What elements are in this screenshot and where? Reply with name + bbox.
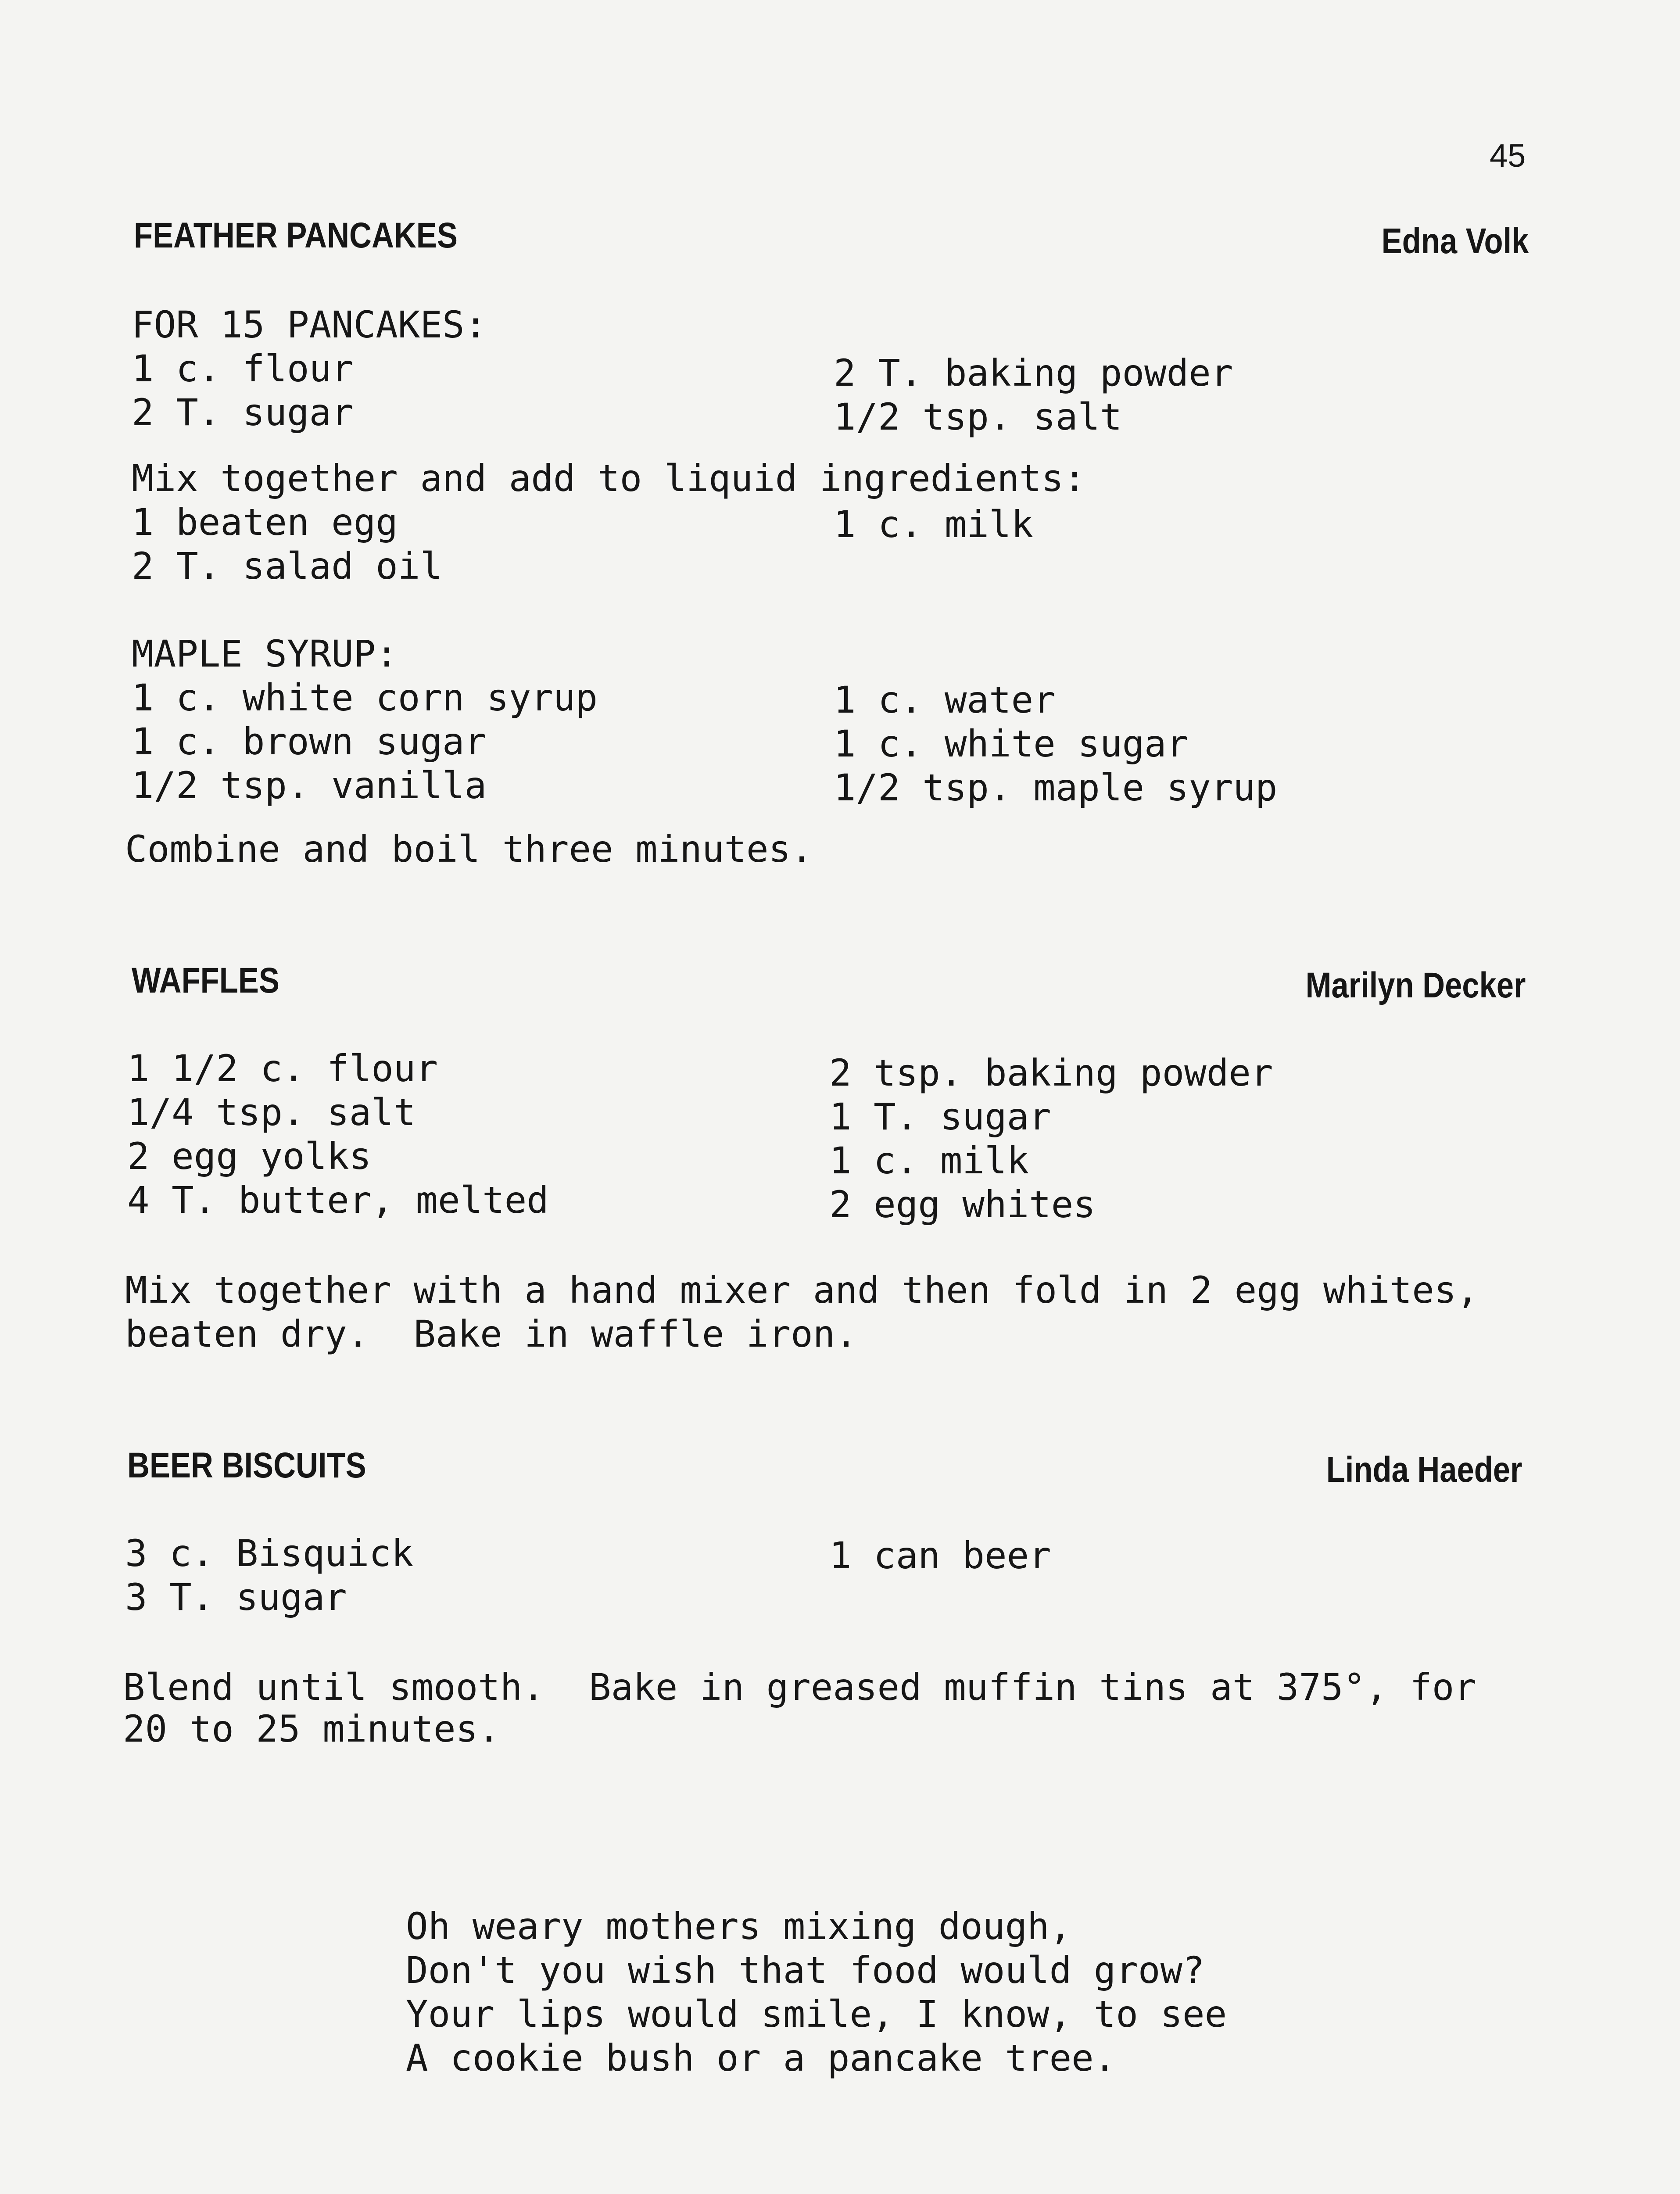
- ingredient: 1/4 tsp. salt: [127, 1091, 416, 1134]
- recipe-author-edna-volk: Edna Volk: [1381, 221, 1529, 261]
- instruction: Blend until smooth. Bake in greased muffin tins at 375°, for: [123, 1666, 1476, 1709]
- poem-line: Your lips would smile, I know, to see: [406, 1993, 1227, 2036]
- ingredient: 4 T. butter, melted: [127, 1179, 549, 1222]
- instruction: beaten dry. Bake in waffle iron.: [125, 1312, 857, 1355]
- ingredient: 1 beaten egg: [132, 501, 398, 544]
- ingredient: 1 c. white sugar: [834, 722, 1189, 765]
- instruction: Combine and boil three minutes.: [125, 828, 813, 871]
- ingredient: 1 c. milk: [834, 503, 1034, 546]
- ingredient: 1/2 tsp. maple syrup: [834, 766, 1278, 809]
- ingredient: 1 1/2 c. flour: [127, 1047, 438, 1090]
- recipe-author-linda-haeder: Linda Haeder: [1326, 1450, 1522, 1490]
- ingredient: 1 T. sugar: [829, 1095, 1051, 1138]
- ingredient: 1 can beer: [829, 1534, 1051, 1577]
- ingredient: 2 egg whites: [829, 1183, 1096, 1226]
- ingredient: 2 tsp. baking powder: [829, 1051, 1273, 1094]
- ingredient: 2 T. sugar: [132, 391, 354, 434]
- ingredient: 1/2 tsp. vanilla: [132, 764, 487, 807]
- ingredient: 2 T. baking powder: [834, 351, 1233, 394]
- page-number: 45: [1490, 137, 1526, 174]
- ingredient: 2 egg yolks: [127, 1135, 372, 1178]
- yield-label: FOR 15 PANCAKES:: [132, 303, 487, 346]
- recipe-author-marilyn-decker: Marilyn Decker: [1305, 965, 1526, 1005]
- recipe-title-beer-biscuits: BEER BISCUITS: [127, 1445, 366, 1485]
- ingredient: 2 T. salad oil: [132, 545, 443, 588]
- subheading-maple-syrup: MAPLE SYRUP:: [132, 632, 398, 675]
- ingredient: 1 c. white corn syrup: [132, 676, 598, 719]
- ingredient: 1 c. brown sugar: [132, 720, 487, 763]
- ingredient: 3 c. Bisquick: [125, 1532, 414, 1575]
- ingredient: 1/2 tsp. salt: [834, 395, 1122, 438]
- poem-line: Don't you wish that food would grow?: [406, 1949, 1205, 1992]
- poem-line: Oh weary mothers mixing dough,: [406, 1905, 1072, 1948]
- instruction: Mix together and add to liquid ingredients:: [132, 457, 1086, 500]
- instruction: 20 to 25 minutes.: [123, 1707, 500, 1750]
- ingredient: 3 T. sugar: [125, 1576, 347, 1619]
- poem-line: A cookie bush or a pancake tree.: [406, 2036, 1116, 2079]
- ingredient: 1 c. flour: [132, 347, 354, 390]
- ingredient: 1 c. water: [834, 678, 1056, 721]
- recipe-title-feather-pancakes: FEATHER PANCAKES: [134, 215, 458, 255]
- instruction: Mix together with a hand mixer and then fold in 2 egg whites,: [125, 1269, 1479, 1312]
- recipe-title-waffles: WAFFLES: [132, 961, 279, 1000]
- ingredient: 1 c. milk: [829, 1139, 1029, 1182]
